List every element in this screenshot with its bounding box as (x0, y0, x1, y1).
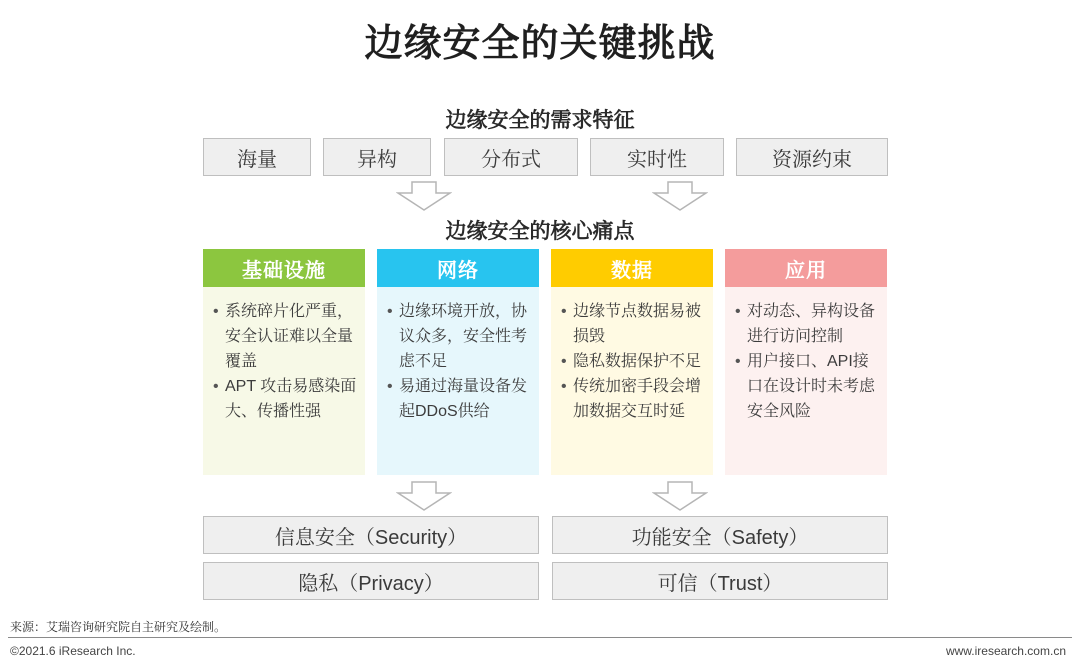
column-body (725, 287, 887, 475)
feature-heterogeneous: 异构 (323, 138, 431, 176)
down-arrow-icon (396, 181, 452, 211)
feature-resource-constraint: 资源约束 (736, 138, 888, 176)
column-body (377, 287, 539, 475)
down-arrow-icon (652, 481, 708, 511)
bullet-item: • 易通过海量设备发起DDoS供给 (387, 374, 531, 424)
pain-column-infrastructure (203, 249, 365, 475)
column-body (551, 287, 713, 475)
feature-realtime: 实时性 (590, 138, 724, 176)
bullet-item: • APT 攻击易感染面大、传播性强 (213, 374, 357, 424)
source-note: 来源：艾瑞咨询研究院自主研究及绘制。 (10, 620, 227, 634)
bullet-item: • 边缘环境开放，协议众多，安全性考虑不足 (387, 299, 531, 374)
pain-column-data (551, 249, 713, 475)
column-header: 应用 (725, 249, 887, 287)
footer-divider (8, 637, 1072, 638)
column-body (203, 287, 365, 475)
down-arrow-icon (396, 481, 452, 511)
outcome-privacy: 隐私（Privacy） (203, 562, 539, 600)
column-header: 数据 (551, 249, 713, 287)
bullet-item: • 对动态、异构设备进行访问控制 (735, 299, 879, 349)
page-title: 边缘安全的关键挑战 (364, 23, 716, 65)
pain-points-heading: 边缘安全的核心痛点 (445, 220, 635, 243)
column-header: 基础设施 (203, 249, 365, 287)
outcome-trust: 可信（Trust） (552, 562, 888, 600)
bullet-item: • 隐私数据保护不足 (561, 349, 705, 374)
column-header: 网络 (377, 249, 539, 287)
website-url: www.iresearch.com.cn (945, 644, 1066, 658)
features-heading: 边缘安全的需求特征 (445, 109, 635, 132)
bullet-item: • 传统加密手段会增加数据交互时延 (561, 374, 705, 424)
feature-massive: 海量 (203, 138, 311, 176)
outcome-security: 信息安全（Security） (203, 516, 539, 554)
pain-column-application (725, 249, 887, 475)
outcome-safety: 功能安全（Safety） (552, 516, 888, 554)
bullet-item: • 用户接口、API接口在设计时未考虑安全风险 (735, 349, 879, 424)
bullet-item: • 系统碎片化严重，安全认证难以全量覆盖 (213, 299, 357, 374)
down-arrow-icon (652, 181, 708, 211)
bullet-item: • 边缘节点数据易被损毁 (561, 299, 705, 349)
pain-column-network (377, 249, 539, 475)
feature-distributed: 分布式 (444, 138, 578, 176)
copyright: ©2021.6 iResearch Inc. (10, 644, 136, 658)
